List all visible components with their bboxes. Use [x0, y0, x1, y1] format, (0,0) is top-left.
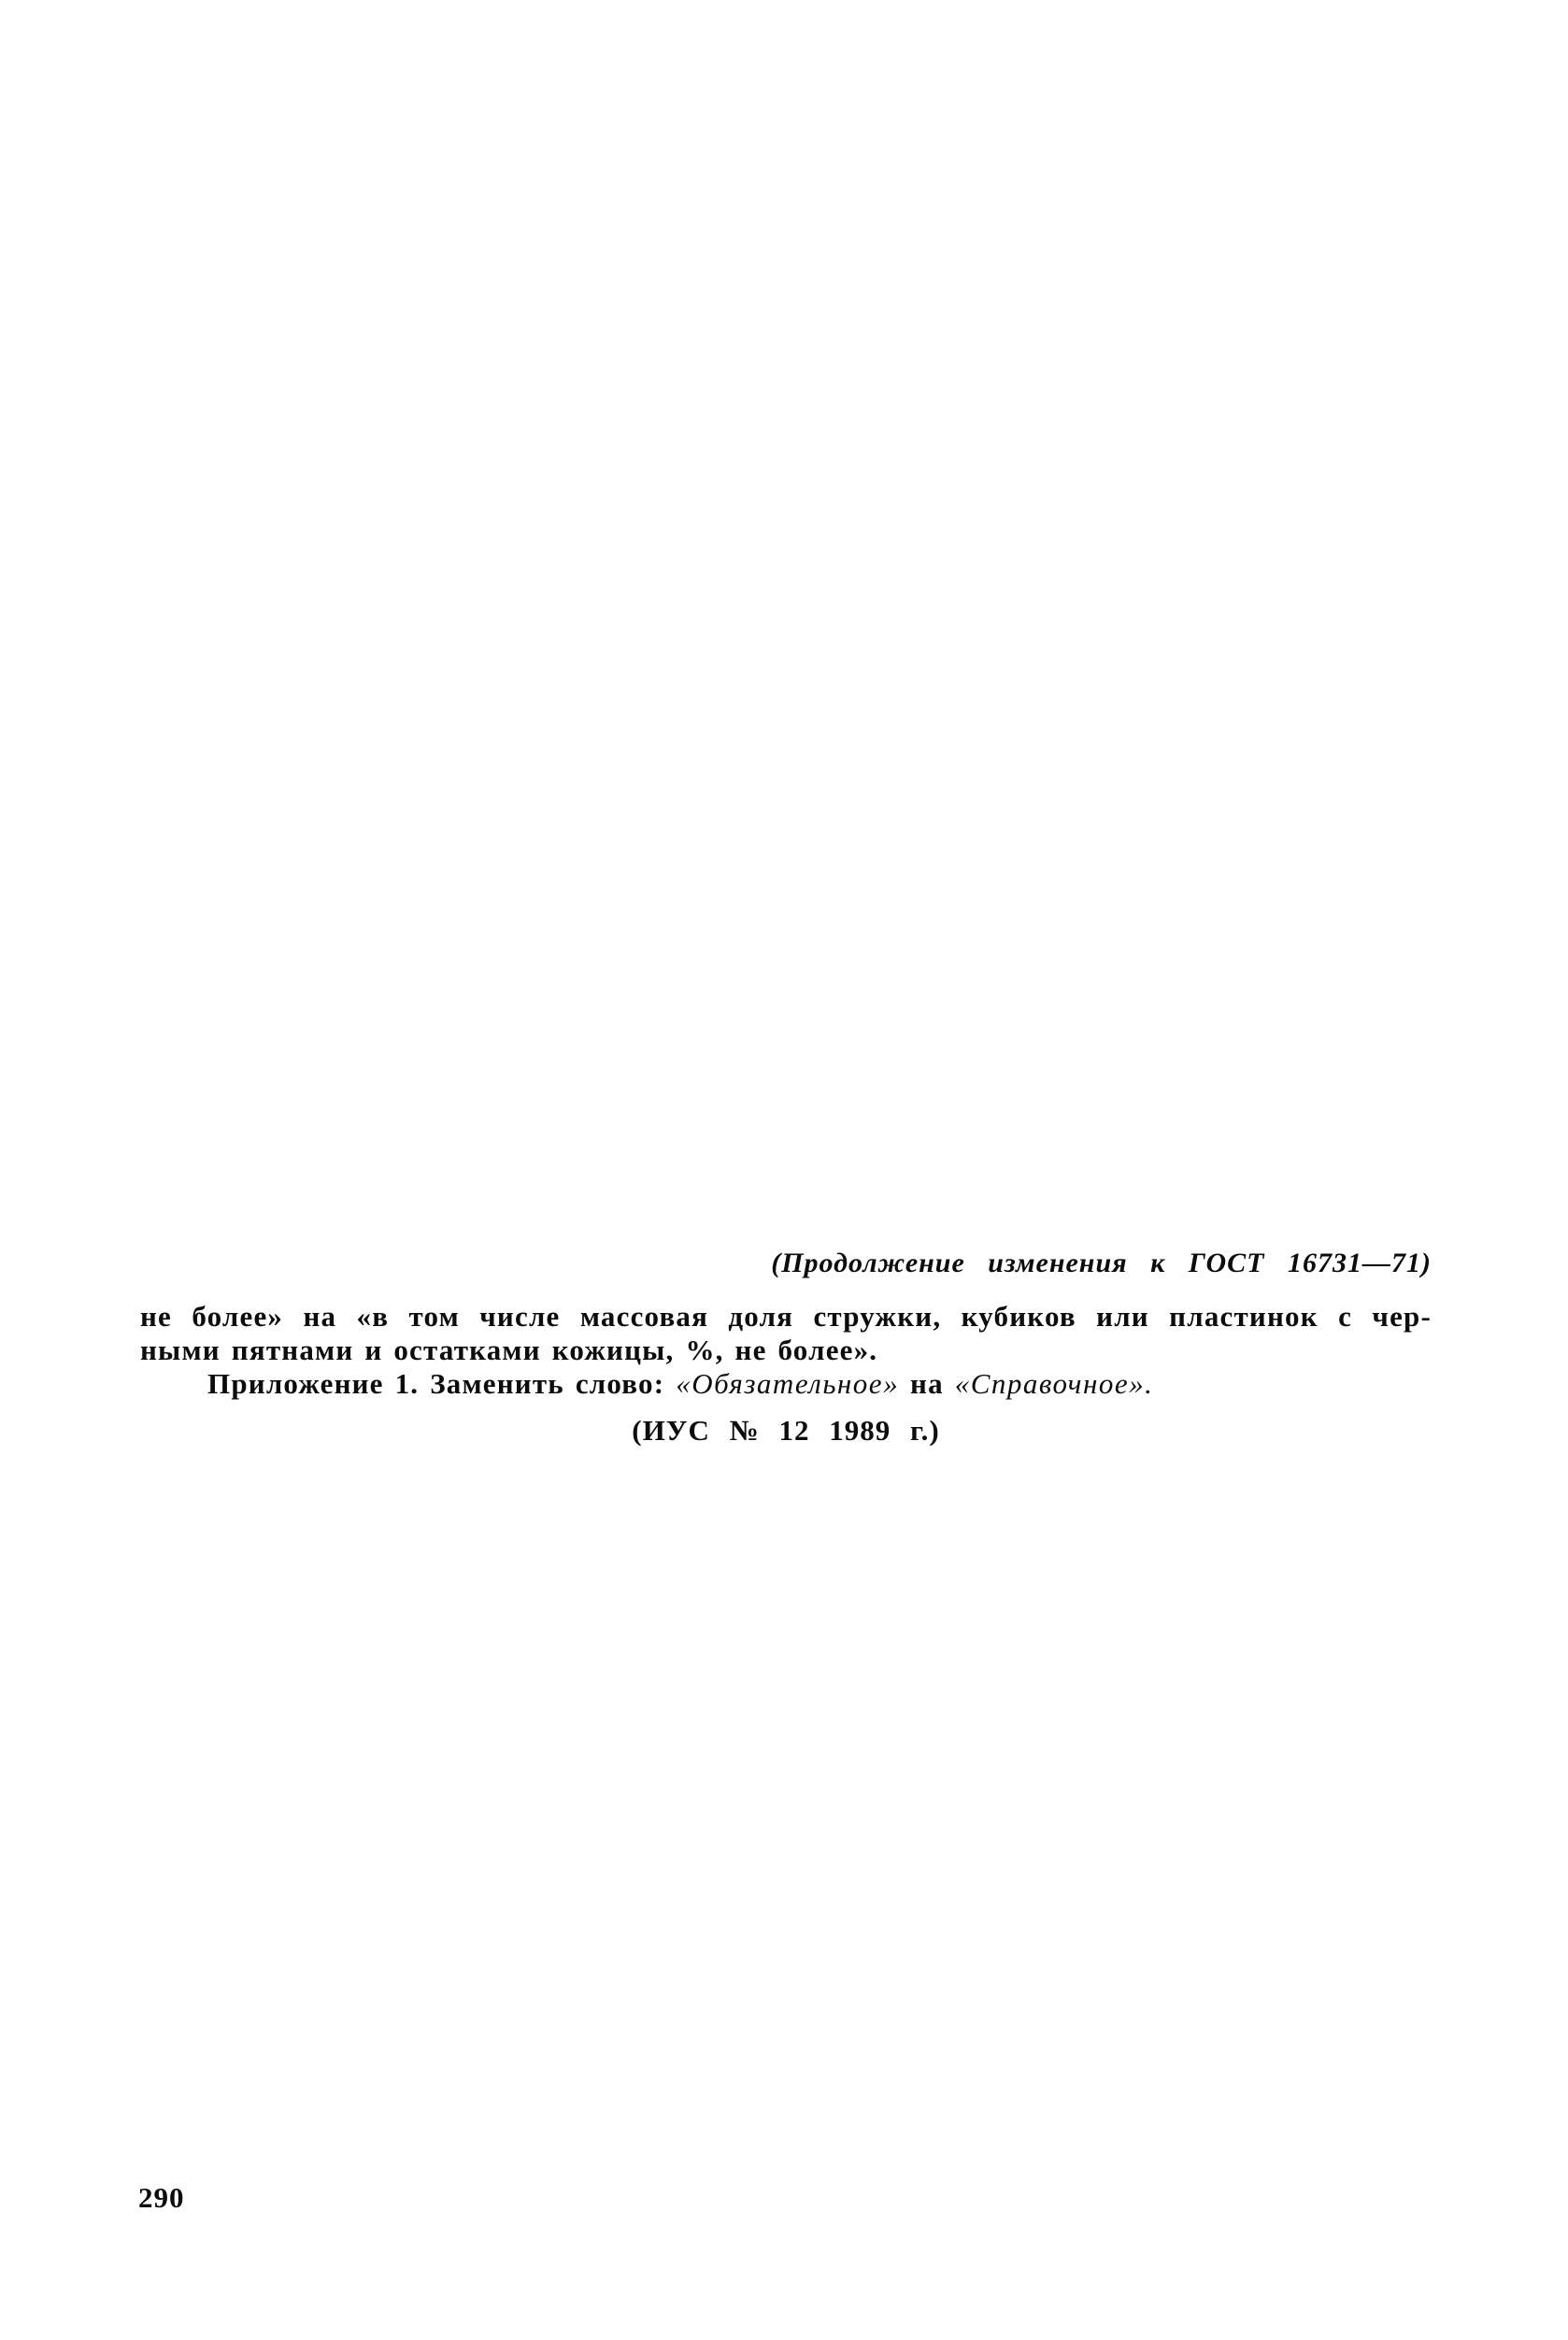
- appendix-word-reference: «Справочное».: [954, 1367, 1154, 1400]
- appendix-text-regular-1: Приложение 1. Заменить слово:: [207, 1367, 677, 1400]
- appendix-word-obligatory: «Обязательное»: [676, 1367, 900, 1400]
- paragraph-line-2: ными пятнами и остатками кожицы, %, не более».: [140, 1334, 878, 1366]
- continuation-heading: (Продолжение изменения к ГОСТ 16731—71): [771, 1248, 1432, 1278]
- amendment-paragraph: [140, 1300, 1432, 1401]
- ius-reference: (ИУС № 12 1989 г.): [632, 1414, 940, 1447]
- appendix-text-regular-2: на: [899, 1367, 955, 1400]
- paragraph-line-1: не более» на «в том числе массовая доля стружки, кубиков или пластинок с чер-: [140, 1300, 1432, 1333]
- text-block: [140, 1246, 1432, 1448]
- appendix-line: [140, 1367, 1432, 1401]
- page-number: 290: [138, 2181, 185, 2214]
